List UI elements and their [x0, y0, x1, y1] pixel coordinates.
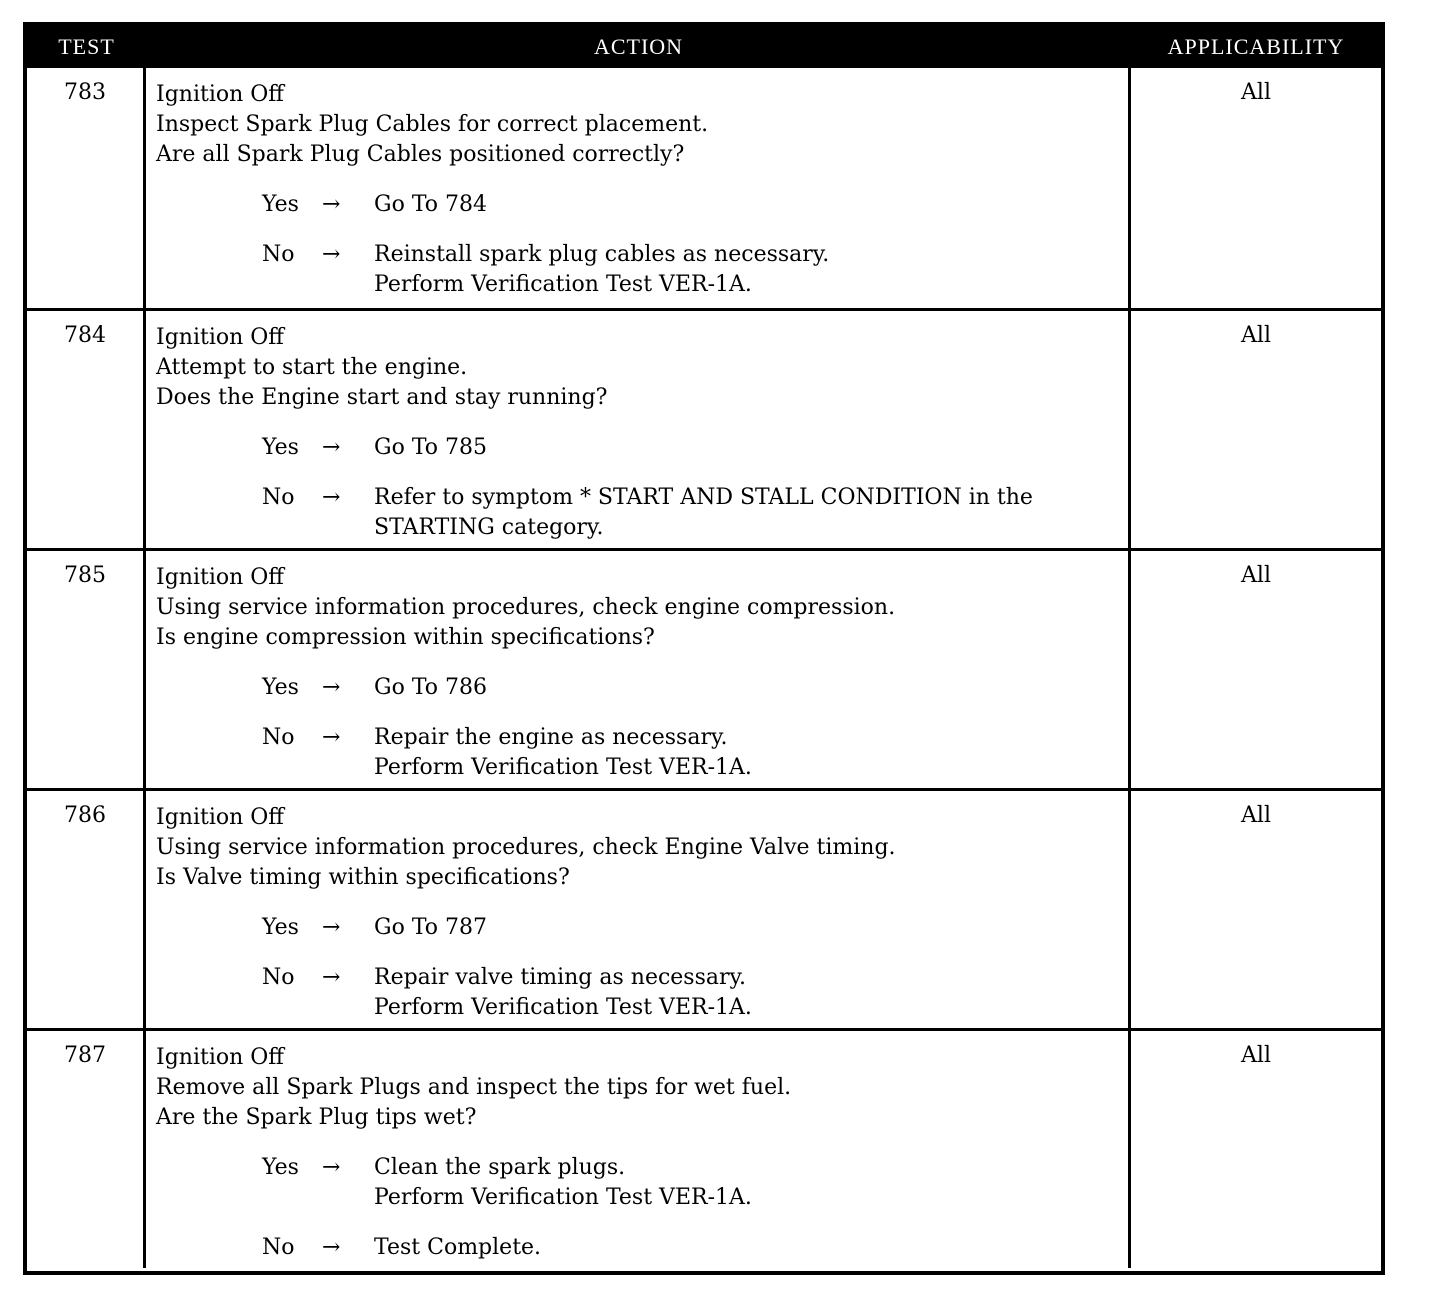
action-cell	[146, 551, 1131, 788]
yes-label: Yes	[262, 675, 299, 700]
action-line: Remove all Spark Plugs and inspect the tips for wet fuel.	[156, 1075, 792, 1100]
yes-label: Yes	[262, 435, 299, 460]
applicability-cell: All	[1241, 323, 1271, 348]
no-result-line: Perform Verification Test VER-1A.	[374, 755, 752, 780]
yes-result-line: Clean the spark plugs.	[374, 1155, 626, 1180]
no-result-line: Test Complete.	[374, 1235, 542, 1260]
no-result-line: Perform Verification Test VER-1A.	[374, 272, 752, 297]
table-body	[27, 68, 1381, 1268]
no-result-line: Repair the engine as necessary.	[374, 725, 728, 750]
action-line: Ignition Off	[156, 325, 284, 350]
no-branch	[262, 1233, 1118, 1263]
test-number: 787	[27, 1031, 146, 1268]
arrow-icon: →	[322, 242, 341, 267]
test-number: 786	[27, 791, 146, 1028]
test-number: 784	[27, 311, 146, 548]
yes-result-line: Go To 784	[374, 192, 488, 217]
header-applicability: APPLICABILITY	[1167, 34, 1345, 59]
no-branch	[262, 963, 1118, 1023]
action-line: Are the Spark Plug tips wet?	[156, 1105, 477, 1130]
applicability-cell: All	[1241, 1043, 1271, 1068]
action-line: Does the Engine start and stay running?	[156, 385, 608, 410]
applicability-cell: All	[1241, 563, 1271, 588]
yes-branch	[262, 433, 1118, 463]
no-label: No	[262, 485, 295, 510]
action-line: Ignition Off	[156, 805, 284, 830]
action-line: Ignition Off	[156, 82, 284, 107]
no-branch	[262, 723, 1118, 783]
no-result-line: Refer to symptom * START AND STALL CONDITION in the	[374, 485, 1033, 510]
action-line: Attempt to start the engine.	[156, 355, 468, 380]
no-label: No	[262, 242, 295, 267]
test-number: 783	[27, 68, 146, 308]
action-line: Ignition Off	[156, 565, 284, 590]
no-result-line: Perform Verification Test VER-1A.	[374, 995, 752, 1020]
table-header	[27, 26, 1381, 68]
action-cell	[146, 791, 1131, 1028]
diagnostic-table	[23, 22, 1385, 1275]
yes-result	[374, 673, 1118, 703]
yes-result	[374, 1153, 1118, 1213]
action-line: Using service information procedures, check engine compression.	[156, 595, 896, 620]
no-branch	[262, 483, 1118, 543]
applicability-cell: All	[1241, 803, 1271, 828]
arrow-icon: →	[322, 915, 341, 940]
applicability-cell: All	[1241, 80, 1271, 105]
no-label: No	[262, 725, 295, 750]
yes-result	[374, 433, 1118, 463]
yes-branch	[262, 673, 1118, 703]
action-cell	[146, 68, 1131, 308]
arrow-icon: →	[322, 435, 341, 460]
header-test: TEST	[58, 34, 115, 59]
arrow-icon: →	[322, 1155, 341, 1180]
no-result-line: STARTING category.	[374, 515, 604, 540]
table-row	[27, 308, 1381, 548]
yes-label: Yes	[262, 915, 299, 940]
no-result	[374, 723, 1118, 783]
action-line: Ignition Off	[156, 1045, 284, 1070]
action-line: Inspect Spark Plug Cables for correct placement.	[156, 112, 709, 137]
no-result	[374, 1233, 1118, 1263]
arrow-icon: →	[322, 675, 341, 700]
table-row	[27, 68, 1381, 308]
arrow-icon: →	[322, 1235, 341, 1260]
action-line: Is engine compression within specifications?	[156, 625, 655, 650]
action-line: Using service information procedures, check Engine Valve timing.	[156, 835, 896, 860]
table-row	[27, 1028, 1381, 1268]
action-cell	[146, 1031, 1131, 1268]
yes-result	[374, 913, 1118, 943]
arrow-icon: →	[322, 192, 341, 217]
yes-label: Yes	[262, 192, 299, 217]
no-result-line: Repair valve timing as necessary.	[374, 965, 747, 990]
yes-branch	[262, 913, 1118, 943]
yes-branch	[262, 1153, 1118, 1213]
no-result-line: Reinstall spark plug cables as necessary.	[374, 242, 830, 267]
yes-branch	[262, 190, 1118, 220]
table-row	[27, 788, 1381, 1028]
table-row	[27, 548, 1381, 788]
yes-result-line: Go To 786	[374, 675, 488, 700]
arrow-icon: →	[322, 725, 341, 750]
header-action: ACTION	[593, 34, 684, 59]
action-cell	[146, 311, 1131, 548]
no-label: No	[262, 965, 295, 990]
yes-result-line: Perform Verification Test VER-1A.	[374, 1185, 752, 1210]
yes-result	[374, 190, 1118, 220]
yes-result-line: Go To 785	[374, 435, 488, 460]
arrow-icon: →	[322, 965, 341, 990]
yes-result-line: Go To 787	[374, 915, 488, 940]
action-line: Is Valve timing within specifications?	[156, 865, 570, 890]
no-result	[374, 240, 1118, 300]
no-result	[374, 963, 1118, 1023]
no-branch	[262, 240, 1118, 300]
yes-label: Yes	[262, 1155, 299, 1180]
test-number: 785	[27, 551, 146, 788]
no-result	[374, 483, 1118, 543]
no-label: No	[262, 1235, 295, 1260]
arrow-icon: →	[322, 485, 341, 510]
action-line: Are all Spark Plug Cables positioned correctly?	[156, 142, 685, 167]
